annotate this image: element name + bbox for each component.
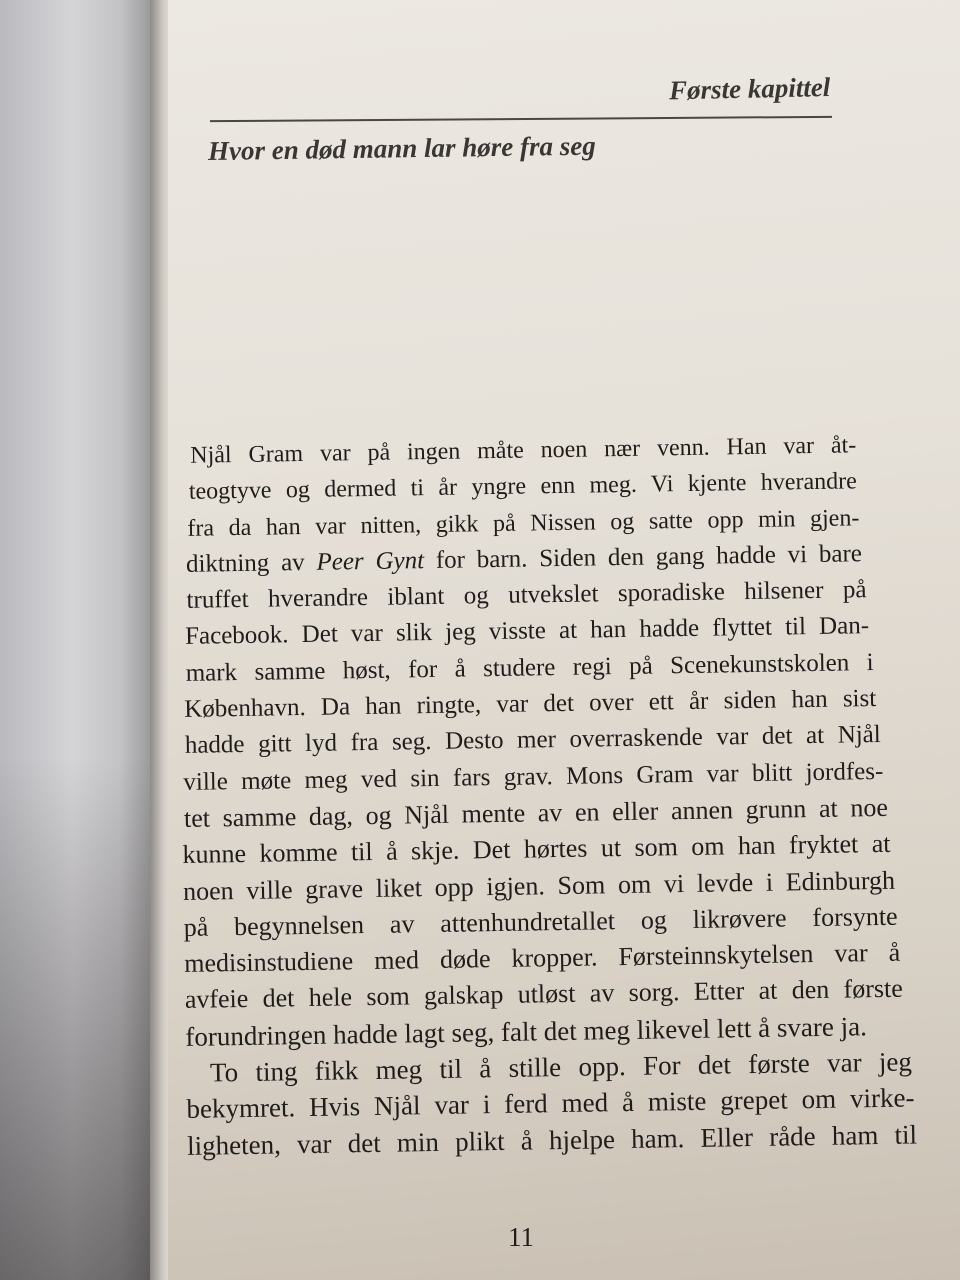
text-line: mark samme høst, for å studere regi på Scenekunstskolen i <box>185 648 874 687</box>
text-line: To ting fikk meg til å stille opp. For det første var jeg <box>209 1046 913 1088</box>
text-line: tet samme dag, og Njål mente av en eller annen grunn at noe <box>183 792 889 833</box>
text-line: på begynnelsen av attenhundretallet og likrøvere forsynte <box>183 901 898 942</box>
text-line: medisinstudiene med døde kropper. Førsteinnskytelsen var å <box>184 937 901 979</box>
text-line: bekymret. Hvis Njål var i ferd med å miste grepet om virke- <box>186 1082 915 1125</box>
chapter-title: Hvor en død mann lar høre fra seg <box>207 130 596 166</box>
text-line: kunne komme til å skje. Det hørtes ut som om han fryktet at <box>182 829 891 870</box>
text-line: ville møte meg ved sin fars grav. Mons Gram var blitt jordfes- <box>183 757 884 796</box>
book-title-italic: Peer Gynt <box>316 547 425 576</box>
text-line: hadde gitt lyd fra seg. Desto mer overraskende var det at Njål <box>184 721 881 760</box>
text-line: noen ville grave liket opp igjen. Som om vi levde i Edinburgh <box>182 865 896 906</box>
text-line: forundringen hadde lagt seg, falt det meg likevel lett å svare ja. <box>185 1010 868 1052</box>
book-page <box>168 0 960 1280</box>
text-line: truffet hverandre iblant og utvekslet sporadiske hilsener på <box>186 576 867 615</box>
facing-page <box>0 0 160 1280</box>
header-rule <box>210 116 832 122</box>
text-line: avfeie det hele som galskap utløst av sorg. Etter at den første <box>184 974 903 1015</box>
text-segment: diktning av <box>185 548 317 578</box>
facing-page-shadow <box>0 760 150 1280</box>
text-segment: for barn. Siden den gang hadde vi bare <box>423 540 863 575</box>
text-line: København. Da han ringte, var det over ett år siden han sist <box>184 685 877 723</box>
running-head: Første kapittel <box>668 72 831 106</box>
text-line: fra da han var nitten, gikk på Nissen og satte opp min gjen- <box>187 504 860 542</box>
text-line: Facebook. Det var slik jeg visste at han hadde flyttet til Dan- <box>184 612 870 651</box>
text-line: ligheten, var det min plikt å hjelpe ham. Eller råde ham til <box>186 1119 918 1161</box>
text-line: Njål Gram var på ingen måte noen nær venn. Han var åt- <box>190 432 857 469</box>
text-line: teogtyve og dermed ti år yngre enn meg. Vi kjente hverandre <box>188 468 857 506</box>
page-number: 11 <box>508 1222 534 1252</box>
body-text <box>176 427 918 1164</box>
